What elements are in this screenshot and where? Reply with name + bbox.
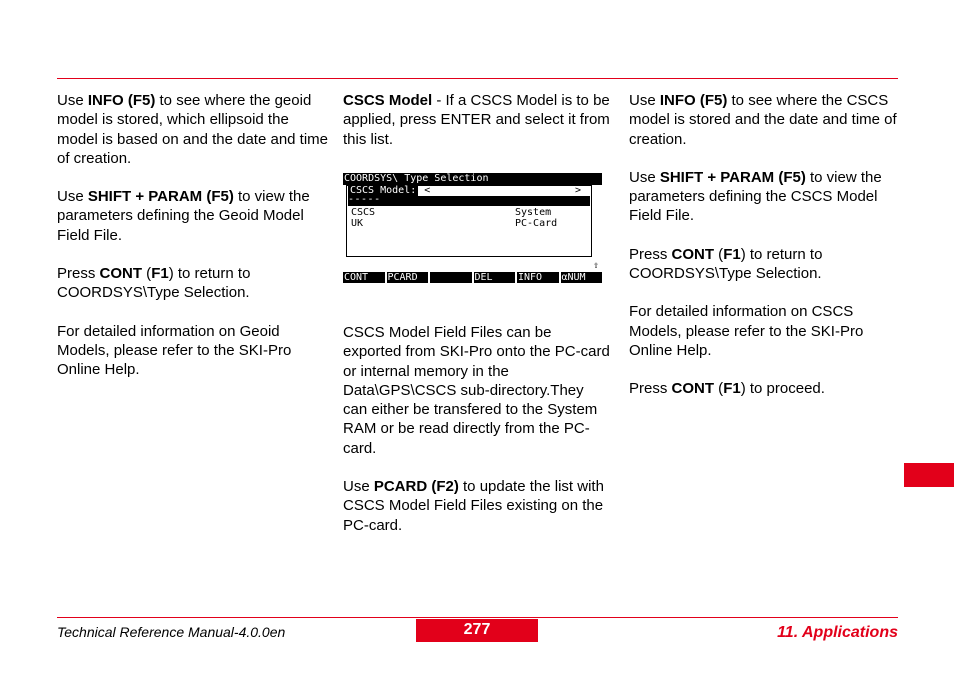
paragraph-cscs-info: Use INFO (F5) to see where the CSCS model is stored and the date and time of creation. [629, 92, 897, 148]
f2-pcard-key[interactable]: PCARD [387, 272, 431, 283]
paragraph-geoid-cont: Press CONT (F1) to return to COORDSYS\Type Selection. [57, 265, 251, 302]
f3-empty-key[interactable] [430, 272, 474, 283]
paragraph-geoid-param: Use SHIFT + PARAM (F5) to view the parameters defining the Geoid Model Field File. [57, 188, 310, 244]
chapter-tab-marker [904, 463, 954, 487]
screen-title: COORDSYS\ Type Selection [343, 173, 602, 185]
f4-del-key[interactable]: DEL [474, 272, 518, 283]
paragraph-cscs-model: CSCS Model - If a CSCS Model is to be applied, press ENTER and select it from this list. [343, 92, 610, 148]
left-arrow-icon: < [424, 185, 431, 196]
column-left [57, 91, 332, 399]
manual-title: Technical Reference Manual-4.0.0en [57, 624, 286, 640]
cscs-model-label: CSCS Model: [350, 185, 417, 196]
paragraph-cscs-export: CSCS Model Field Files can be exported from SKI-Pro onto the PC-card or internal memory in the Data\GPS\CSCS sub-directory.They can either be transfered to the System RAM or be read directly from the PC- card. [343, 324, 610, 457]
paragraph-geoid-info: Use INFO (F5) to see where the geoid model is stored, which ellipsoid the model is based on and the date and time of creation. [57, 92, 329, 167]
page-number: 277 [416, 619, 538, 642]
device-screen [343, 173, 602, 285]
paragraph-cscs-help: For detailed information on CSCS Models, please refer to the SKI-Pro Online Help. [629, 303, 864, 359]
shift-icon: ⇧ [593, 260, 600, 271]
section-title: 11. Applications [777, 624, 898, 641]
paragraph-cscs-param: Use SHIFT + PARAM (F5) to view the parameters defining the CSCS Model Field File. [629, 168, 882, 225]
list-item[interactable]: UK PC-Card [351, 218, 558, 229]
paragraph-cscs-pcard: Use PCARD (F2) to update the list with CSCS Model Field Files existing on the PC-card. [343, 478, 604, 534]
paragraph-cscs-proceed: Press CONT (F1) to proceed. [629, 380, 825, 398]
f1-cont-key[interactable]: CONT [343, 272, 387, 283]
f5-info-key[interactable]: INFO [517, 272, 561, 283]
column-middle-lower [343, 323, 611, 554]
bottom-rule [57, 617, 898, 618]
column-right [629, 91, 904, 418]
f6-alpha-num-key[interactable]: αNUM [561, 272, 603, 283]
paragraph-geoid-help: For detailed information on Geoid Models, please refer to the SKI-Pro Online Help. [57, 322, 292, 379]
selected-list-item[interactable]: ----- [348, 194, 381, 205]
selection-highlight [348, 196, 590, 206]
right-arrow-icon: > [575, 185, 582, 196]
top-rule [57, 78, 898, 79]
paragraph-cscs-cont: Press CONT (F1) to return to COORDSYS\Type Selection. [629, 245, 823, 283]
column-middle [343, 91, 611, 168]
list-item[interactable]: CSCS System [351, 207, 552, 218]
function-key-bar [343, 272, 602, 283]
